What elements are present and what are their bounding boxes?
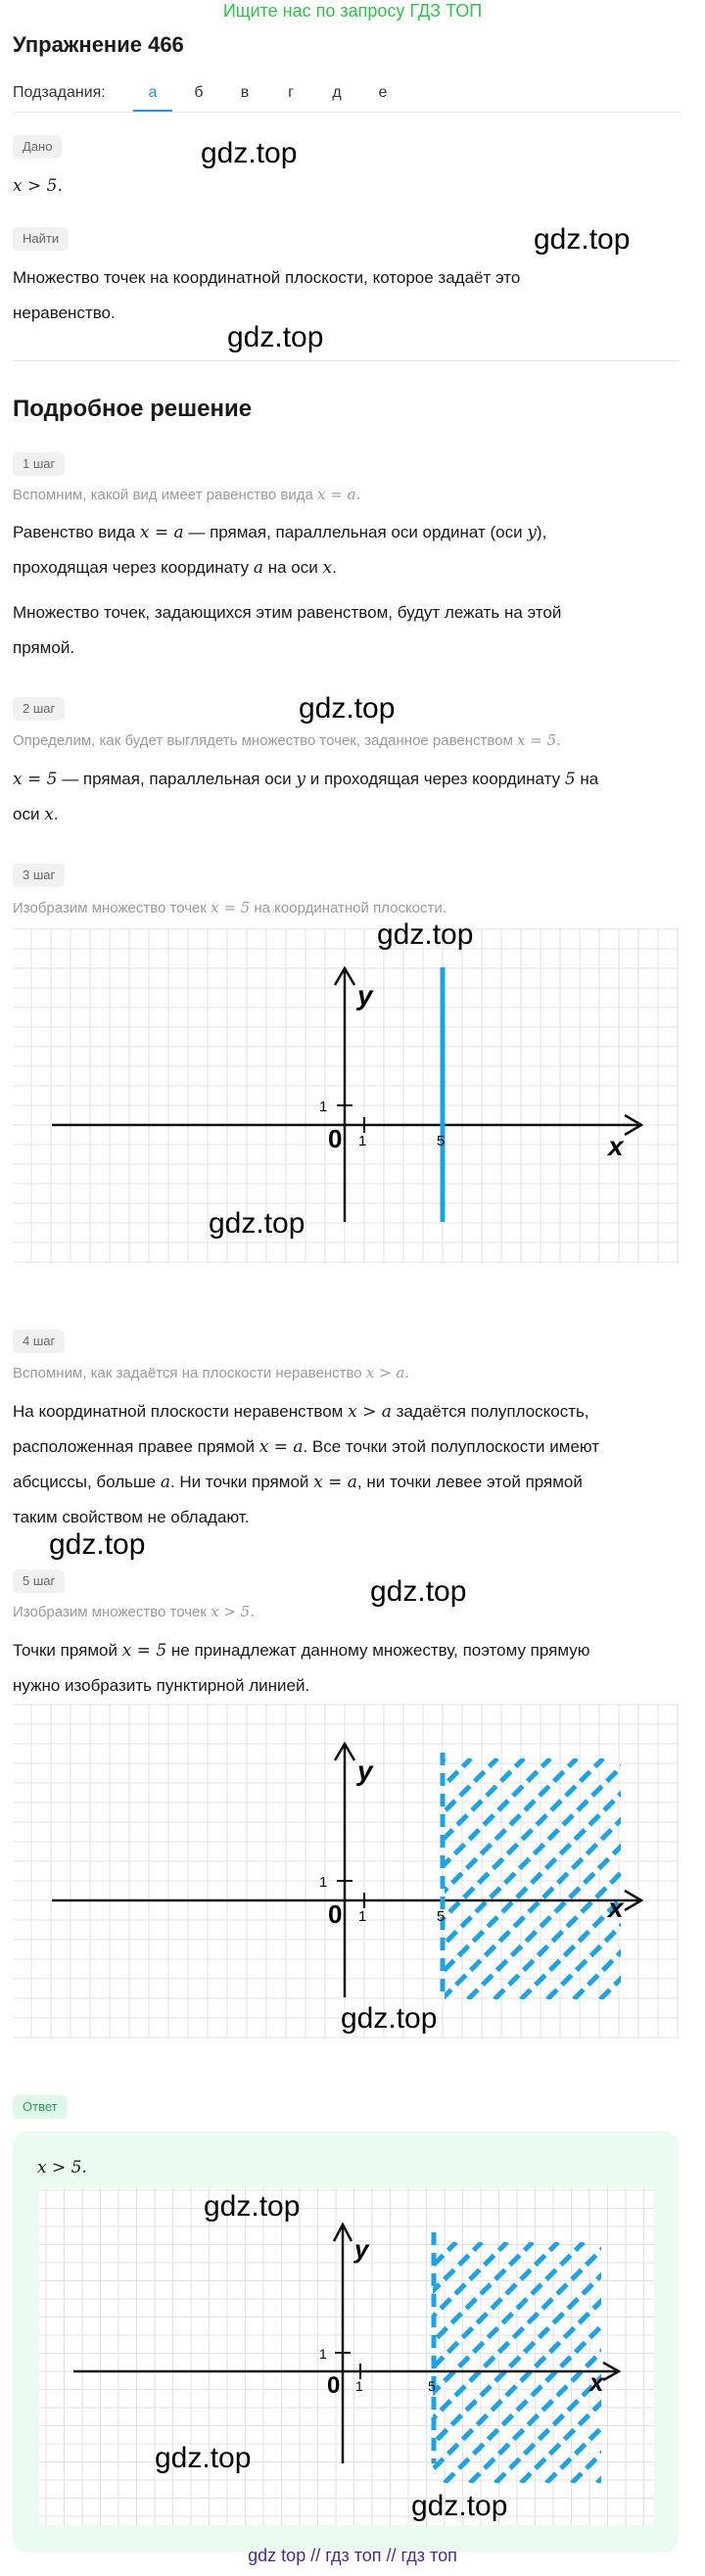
step-2-line-2: оси x. (13, 805, 59, 824)
step-2-chip: 2 шаг (13, 697, 65, 721)
y-one-label: 1 (319, 1874, 328, 1891)
watermark: gdz.top (201, 137, 298, 169)
step-2-hint: Определим, как будет выглядеть множество точек, заданное равенством x = 5. (13, 731, 561, 749)
watermark: gdz.top (534, 223, 631, 256)
step-3-chip: 3 шаг (13, 864, 65, 887)
x-five-label: 5 (428, 2378, 436, 2394)
x-five-label: 5 (437, 1908, 446, 1925)
tab-g[interactable]: г (288, 84, 294, 101)
watermark: gdz.top (227, 321, 324, 353)
hatch-line (415, 1758, 656, 1999)
top-banner[interactable]: Ищите нас по запросу ГДЗ ТОП (222, 1, 483, 21)
step-1-hint: Вспомним, какой вид имеет равенство вида x = a. (13, 486, 361, 503)
watermark: gdz.top (370, 1575, 467, 1608)
hatch-line (627, 1758, 679, 1999)
x-axis-label: x (608, 1893, 624, 1923)
step-4-hint: Вспомним, как задаётся на плоскости неравенство x > a. (13, 1364, 410, 1382)
graph-x-equals-5 (13, 928, 679, 1263)
step-1-line-3: Множество точек, задающихся этим равенством, будут лежать на этой (13, 603, 562, 622)
watermark: gdz.top (377, 918, 474, 951)
step-1-line-2: проходящая через координату a на оси x. (13, 558, 337, 578)
step-4-chip: 4 шаг (13, 1330, 65, 1353)
hatch-line (257, 1758, 497, 1999)
solution-title: Подробное решение (13, 396, 253, 422)
hatch-line (177, 1758, 418, 1999)
tab-d[interactable]: д (332, 84, 342, 101)
step-4-line-4: таким свойством не обладают. (13, 1508, 250, 1526)
step-1-line-4: прямой. (13, 638, 75, 657)
answer-graph (39, 2187, 654, 2525)
divider (13, 360, 679, 361)
step-1-line-1: Равенство вида x = a — прямая, параллельная оси ординат (оси y), (13, 523, 547, 542)
hatch-line (653, 1758, 679, 1999)
x-axis-label: x (589, 2367, 604, 2397)
step-5-chip: 5 шаг (13, 1569, 65, 1593)
divider (13, 112, 679, 113)
y-one-label: 1 (319, 1099, 328, 1115)
x-axis-label: x (608, 1131, 624, 1161)
find-line-1: Множество точек на координатной плоскости, которое задаёт это (13, 268, 521, 287)
watermark: gdz.top (341, 2002, 438, 2035)
x-one-label: 1 (358, 1133, 367, 1149)
step-4-line-1: На координатной плоскости неравенством x > a задаётся полуплоскость, (13, 1402, 589, 1422)
step-3-hint: Изобразим множество точек x = 5 на координатной плоскости. (13, 899, 446, 916)
step-5-line-1: Точки прямой x = 5 не принадлежат данному множеству, поэтому прямую (13, 1641, 590, 1661)
step-1-chip: 1 шаг (13, 452, 65, 476)
hatch-line (151, 1758, 392, 1999)
watermark: gdz.top (155, 2442, 252, 2474)
step-2-line-1: x = 5 — прямая, параллельная оси y и проходящая через координату 5 на (13, 770, 599, 789)
tab-a[interactable]: а (148, 84, 158, 101)
origin-label: 0 (327, 2372, 341, 2399)
step-4-line-3: абсциссы, больше a. Ни точки прямой x = a, ни точки левее этой прямой (13, 1473, 583, 1492)
find-line-2: неравенство. (13, 304, 116, 322)
step-4-line-2: расположенная правее прямой x = a. Все точки этой полуплоскости имеют (13, 1437, 600, 1457)
y-one-label: 1 (319, 2346, 327, 2362)
watermark: gdz.top (49, 1528, 146, 1561)
y-axis-label: y (357, 980, 373, 1010)
answer-chip: Ответ (13, 2095, 68, 2119)
step-5-hint: Изобразим множество точек x > 5. (13, 1603, 255, 1620)
find-chip: Найти (13, 227, 69, 251)
step-5-line-2: нужно изобразить пунктирной линией. (13, 1676, 310, 1695)
origin-label: 0 (328, 1899, 343, 1929)
watermark: gdz.top (411, 2490, 508, 2522)
tab-v[interactable]: в (240, 84, 250, 101)
x-five-label: 5 (437, 1133, 446, 1149)
footer-links[interactable]: gdz top // гдз топ // гдз топ (248, 2546, 457, 2565)
x-one-label: 1 (355, 2378, 363, 2394)
x-one-label: 1 (358, 1908, 367, 1925)
tab-b[interactable]: б (194, 84, 204, 101)
hatch-line (389, 1758, 630, 1999)
y-axis-label: y (357, 1756, 373, 1786)
hatch-line (362, 1758, 603, 1999)
origin-label: 0 (328, 1124, 343, 1153)
page-title: Упражнение 466 (13, 32, 184, 57)
graph-x-greater-5 (13, 1704, 679, 2038)
y-axis-label: y (354, 2234, 369, 2264)
watermark: gdz.top (204, 2190, 301, 2223)
hatch-line (468, 1758, 679, 1999)
tab-e[interactable]: е (378, 84, 388, 101)
watermark: gdz.top (209, 1207, 306, 1240)
subtasks-label: Подзадания: (13, 84, 106, 101)
given-expression: x > 5. (13, 176, 63, 196)
given-chip: Дано (13, 135, 62, 159)
answer-expression: x > 5. (37, 2158, 87, 2178)
watermark: gdz.top (299, 692, 396, 725)
